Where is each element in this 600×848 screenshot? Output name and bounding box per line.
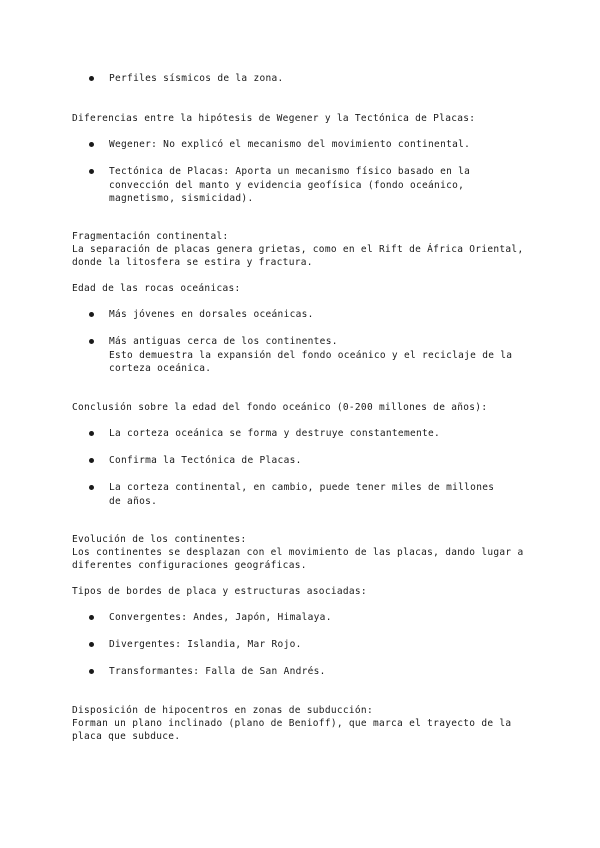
list-item-text: Más antiguas cerca de los continentes.	[109, 336, 338, 347]
bullet-icon	[89, 638, 95, 652]
section-heading: Tipos de bordes de placa y estructuras asociadas:	[72, 586, 367, 597]
list-item-text: La corteza oceánica se forma y destruye constantemente.	[109, 428, 441, 439]
list-item-text: Perfiles sísmicos de la zona.	[109, 73, 284, 84]
paragraph-line: Los continentes se desplazan con el movimiento de las placas, dando lugar a	[72, 547, 524, 558]
list-item-text: Wegener: No explicó el mecanismo del movimiento continental.	[109, 139, 471, 150]
bullet-icon	[89, 427, 95, 441]
paragraph-line: Esto demuestra la expansión del fondo oceánico y el reciclaje de la	[109, 350, 513, 361]
list-item-text: Más jóvenes en dorsales oceánicas.	[109, 309, 314, 320]
paragraph-line: diferentes configuraciones geográficas.	[72, 560, 307, 571]
list-item-text: Tectónica de Placas: Aporta un mecanismo físico basado en la convección del manto y evidencia geofísica (fondo oceánico, magnetismo, sismicidad).	[109, 166, 471, 204]
section-heading: Diferencias entre la hipótesis de Wegener y la Tectónica de Placas:	[72, 113, 476, 124]
bullet-icon	[89, 665, 95, 679]
list-item-text: Divergentes: Islandia, Mar Rojo.	[109, 639, 302, 650]
bullet-icon	[89, 335, 95, 349]
section-heading: Conclusión sobre la edad del fondo oceánico (0-200 millones de años):	[72, 402, 488, 413]
list-item-text: Confirma la Tectónica de Placas.	[109, 455, 302, 466]
bullet-icon	[89, 611, 95, 625]
section-heading: Fragmentación continental:	[72, 231, 229, 242]
section-heading: Edad de las rocas oceánicas:	[72, 283, 241, 294]
paragraph-line: corteza oceánica.	[109, 363, 212, 374]
paragraph-line: donde la litosfera se estira y fractura.	[72, 257, 313, 268]
paragraph-line: placa que subduce.	[72, 731, 181, 742]
bullet-icon	[89, 454, 95, 468]
bullet-icon	[89, 481, 95, 495]
bullet-icon	[89, 308, 95, 322]
bullet-icon	[89, 72, 95, 86]
paragraph-line: La separación de placas genera grietas, como en el Rift de África Oriental,	[72, 244, 524, 255]
section-heading: Disposición de hipocentros en zonas de subducción:	[72, 705, 373, 716]
list-item-text: Transformantes: Falla de San Andrés.	[109, 666, 326, 677]
list-item-text: La corteza continental, en cambio, puede tener miles de millones de años.	[109, 482, 495, 507]
bullet-icon	[89, 138, 95, 152]
section-heading: Evolución de los continentes:	[72, 534, 247, 545]
bullet-icon	[89, 165, 95, 179]
paragraph-line: Forman un plano inclinado (plano de Benioff), que marca el trayecto de la	[72, 718, 512, 729]
list-item-text: Convergentes: Andes, Japón, Himalaya.	[109, 612, 332, 623]
